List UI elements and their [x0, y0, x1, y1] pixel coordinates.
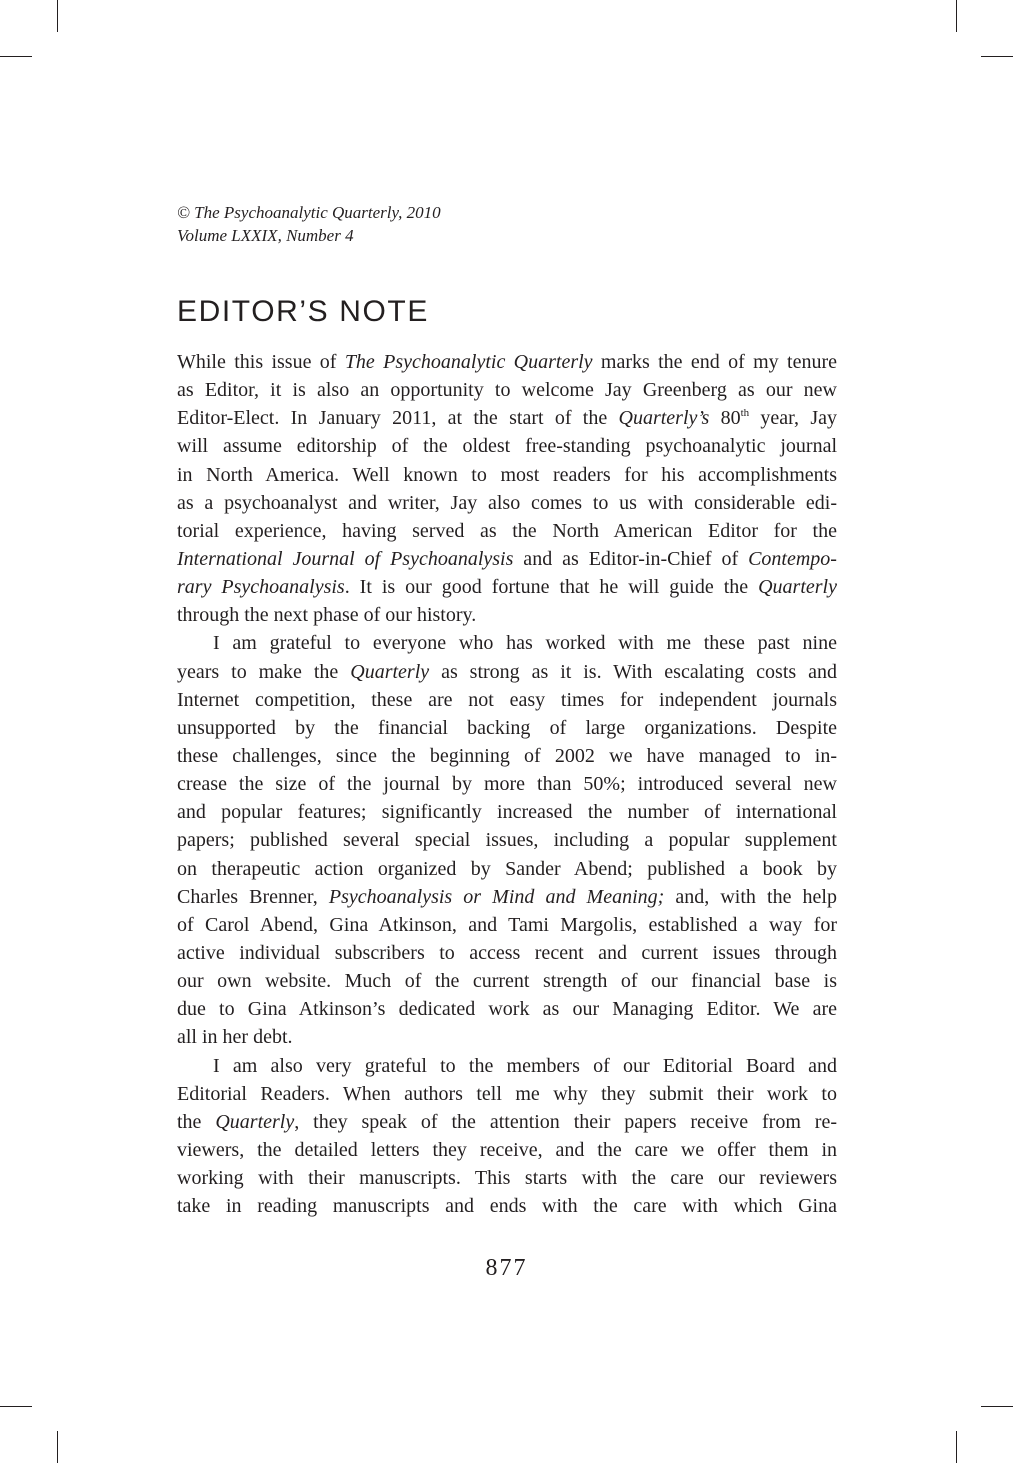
page-number: 877: [485, 1255, 528, 1281]
journal-title-italic: rary Psychoanalysis: [177, 576, 345, 599]
text-line: on therapeutic action organized by Sander Abend; published a book by: [177, 857, 837, 880]
text-run: . It is our good fortune that he will guide the: [344, 576, 759, 599]
page-title: EDITOR’S NOTE: [177, 295, 429, 328]
text-run: years to make the: [177, 660, 351, 683]
text-run: Charles Brenner,: [177, 885, 329, 908]
text-line: Editorial Readers. When authors tell me why they submit their work to: [177, 1082, 837, 1105]
text-line: [177, 404, 837, 432]
text-run: marks the end of my tenure: [592, 351, 837, 373]
paragraph-2: [177, 629, 837, 1051]
text-line: I am grateful to everyone who has worked with me these past nine: [213, 632, 837, 655]
text-line: Internet competition, these are not easy times for independent journals: [177, 688, 837, 711]
text-line: as Editor, it is also an opportunity to welcome Jay Greenberg as our new: [177, 379, 837, 402]
crop-mark-top-left-horizontal: [0, 56, 32, 57]
volume-line: Volume LXXIX, Number 4: [177, 226, 354, 245]
text-line: [177, 883, 837, 911]
text-line: active individual subscribers to access recent and current issues through: [177, 941, 837, 964]
crop-mark-top-right-vertical: [956, 0, 957, 32]
text-line: torial experience, having served as the North American Editor for the: [177, 519, 837, 542]
text-line: as a psychoanalyst and writer, Jay also comes to us with considerable edi-: [177, 491, 837, 514]
text-run: 80: [709, 407, 741, 430]
text-line: [177, 1108, 837, 1136]
text-line: due to Gina Atkinson’s dedicated work as our Managing Editor. We are: [177, 998, 837, 1021]
text-line: these challenges, since the beginning of 2002 we have managed to in-: [177, 744, 837, 767]
journal-title-italic: The Psychoanalytic Quarterly: [344, 351, 593, 373]
text-run: and as Editor-in-Chief of: [513, 547, 749, 570]
text-line: [177, 348, 837, 376]
crop-mark-top-left-vertical: [57, 0, 58, 32]
article-body: [177, 348, 837, 1220]
text-line: I am also very grateful to the members of our Editorial Board and: [213, 1054, 837, 1077]
journal-title-italic: Quarterly: [215, 1110, 295, 1133]
text-run: Editor-Elect. In January 2011, at the start of the: [177, 407, 619, 430]
text-run: the: [177, 1110, 216, 1133]
text-line: through the next phase of our history.: [177, 604, 477, 627]
text-run: While this issue of: [177, 351, 345, 373]
journal-title-italic: International Journal of Psychoanalysis: [177, 547, 514, 570]
text-line: take in reading manuscripts and ends with the care with which Gina: [177, 1195, 837, 1218]
text-line: unsupported by the financial backing of large organizations. Despite: [177, 716, 837, 739]
journal-title-italic: Contempo-: [748, 547, 837, 570]
text-run: year, Jay: [749, 407, 837, 430]
journal-title-italic: Quarterly: [758, 576, 837, 599]
text-line: working with their manuscripts. This starts with the care our reviewers: [177, 1167, 837, 1190]
text-line: crease the size of the journal by more than 50%; introduced several new: [177, 773, 837, 796]
paragraph-1: [177, 348, 837, 629]
text-line: our own website. Much of the current strength of our financial base is: [177, 970, 837, 993]
text-line: papers; published several special issues, including a popular supplement: [177, 829, 837, 852]
journal-title-italic: Quarterly: [350, 660, 430, 683]
crop-mark-bottom-right-horizontal: [981, 1406, 1013, 1407]
book-title-italic: Psychoanalysis or Mind and Meaning;: [328, 885, 665, 908]
journal-masthead: [177, 201, 441, 247]
text-line: [177, 658, 837, 686]
text-line: and popular features; significantly increased the number of international: [177, 801, 837, 824]
crop-mark-bottom-left-vertical: [57, 1431, 58, 1463]
text-line: of Carol Abend, Gina Atkinson, and Tami Margolis, established a way for: [177, 913, 837, 936]
crop-mark-bottom-left-horizontal: [0, 1406, 32, 1407]
text-run: , they speak of the attention their papers receive from re-: [294, 1110, 837, 1133]
ordinal-superscript: th: [740, 407, 750, 420]
paragraph-3: [177, 1052, 837, 1221]
text-line: all in her debt.: [177, 1026, 293, 1049]
crop-mark-top-right-horizontal: [981, 56, 1013, 57]
text-line: viewers, the detailed letters they receive, and the care we offer them in: [177, 1138, 837, 1161]
text-line: will assume editorship of the oldest free-standing psychoanalytic journal: [177, 435, 837, 458]
journal-title-italic: Quarterly’s: [618, 407, 710, 430]
text-line: in North America. Well known to most readers for his accomplishments: [177, 463, 837, 486]
text-run: and, with the help: [664, 885, 837, 908]
crop-mark-bottom-right-vertical: [956, 1431, 957, 1463]
text-line: [177, 573, 837, 601]
text-line: [177, 545, 837, 573]
copyright-line: © The Psychoanalytic Quarterly, 2010: [177, 203, 441, 222]
text-run: as strong as it is. With escalating costs and: [429, 660, 837, 683]
